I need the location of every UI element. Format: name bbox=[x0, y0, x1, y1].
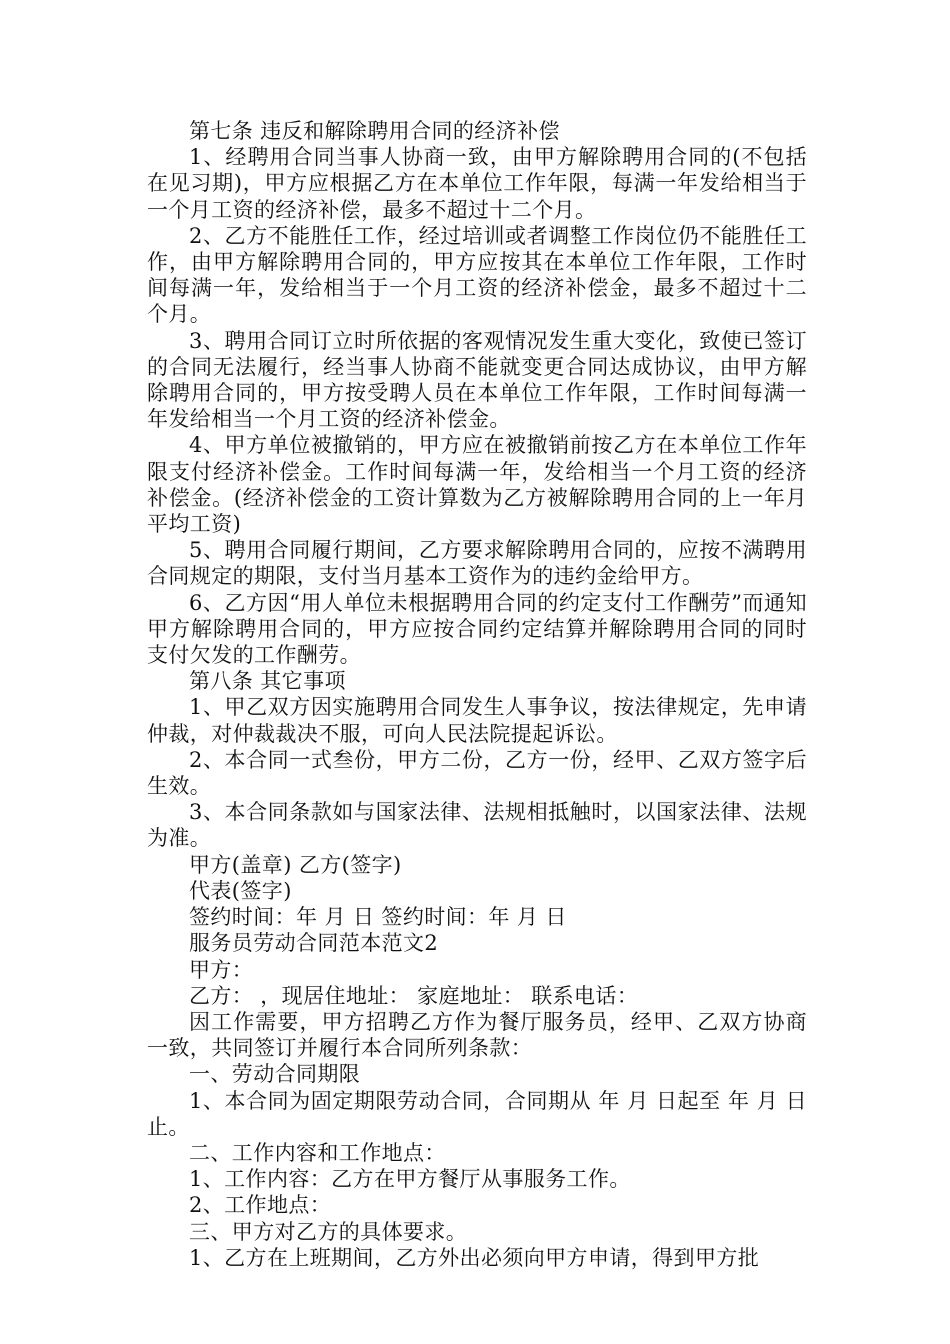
signature-line-parties: 甲方(盖章) 乙方(签字) bbox=[189, 852, 402, 877]
party-b-line: 乙方： ，现居住地址： 家庭地址： 联系电话： bbox=[189, 983, 639, 1008]
paragraph: 2、工作地点： bbox=[189, 1193, 332, 1218]
paragraph: 5、聘用合同履行期间，乙方要求解除聘用合同的，应按不满聘用合同规定的期限，支付当月基本工资作为的违约金给甲方。 bbox=[147, 538, 807, 589]
paragraph: 6、乙方因“用人单位未根据聘用合同的约定支付工作酬劳”而通知甲方解除聘用合同的，甲方应按合同约定结算并解除聘用合同的同时支付欠发的工作酬劳。 bbox=[147, 590, 807, 668]
document-title-2: 服务员劳动合同范本范文2 bbox=[189, 931, 439, 956]
paragraph: 1、甲乙双方因实施聘用合同发生人事争议，按法律规定，先申请仲裁，对仲裁裁决不服，可向人民法院提起诉讼。 bbox=[147, 695, 807, 746]
paragraph: 因工作需要，甲方招聘乙方作为餐厅服务员，经甲、乙双方协商一致，共同签订并履行本合同所列条款： bbox=[147, 1009, 807, 1061]
document-body bbox=[147, 118, 807, 1271]
paragraph: 4、甲方单位被撤销的，甲方应在被撤销前按乙方在本单位工作年限支付经济补偿金。工作时间每满一年，发给相当一个月工资的经济补偿金。(经济补偿金的工资计算数为乙方被解除聘用合同的上一年月平均工资) bbox=[147, 433, 807, 537]
section-heading-article-8: 第八条 其它事项 bbox=[189, 669, 346, 694]
paragraph: 1、乙方在上班期间，乙方外出必须向甲方申请，得到甲方批 bbox=[189, 1245, 760, 1270]
paragraph: 1、本合同为固定期限劳动合同，合同期从 年 月 日起至 年 月 日止。 bbox=[147, 1088, 807, 1139]
section-heading-article-7: 第七条 违反和解除聘用合同的经济补偿 bbox=[189, 119, 560, 143]
section-heading-term: 一、劳动合同期限 bbox=[189, 1062, 361, 1087]
paragraph: 3、本合同条款如与国家法律、法规相抵触时，以国家法律、法规为准。 bbox=[147, 800, 807, 851]
paragraph: 2、乙方不能胜任工作，经过培训或者调整工作岗位仍不能胜任工作，由甲方解除聘用合同的，甲方应按其在本单位工作年限，工作时间每满一年，发给相当于一个月工资的经济补偿金，最多不超过十二个月。 bbox=[147, 223, 807, 327]
signing-date-line: 签约时间：年 月 日 签约时间：年 月 日 bbox=[189, 905, 567, 930]
section-heading-requirements: 三、甲方对乙方的具体要求。 bbox=[189, 1219, 468, 1244]
party-a-line: 甲方： bbox=[189, 957, 254, 982]
paragraph: 3、聘用合同订立时所依据的客观情况发生重大变化，致使已签订的合同无法履行，经当事人协商不能就变更合同达成协议，由甲方解除聘用合同的，甲方按受聘人员在本单位工作年限，工作时间每满一年发给相当一个月工资的经济补偿金。 bbox=[147, 328, 807, 432]
paragraph: 2、本合同一式叁份，甲方二份，乙方一份，经甲、乙双方签字后生效。 bbox=[147, 747, 807, 799]
section-heading-work: 二、工作内容和工作地点： bbox=[189, 1140, 446, 1165]
paragraph: 1、经聘用合同当事人协商一致，由甲方解除聘用合同的(不包括在见习期)，甲方应根据乙方在本单位工作年限，每满一年发给相当于一个月工资的经济补偿，最多不超过十二个月。 bbox=[147, 145, 807, 222]
paragraph: 1、工作内容：乙方在甲方餐厅从事服务工作。 bbox=[189, 1167, 631, 1192]
signature-line-representative: 代表(签字) bbox=[189, 878, 292, 903]
